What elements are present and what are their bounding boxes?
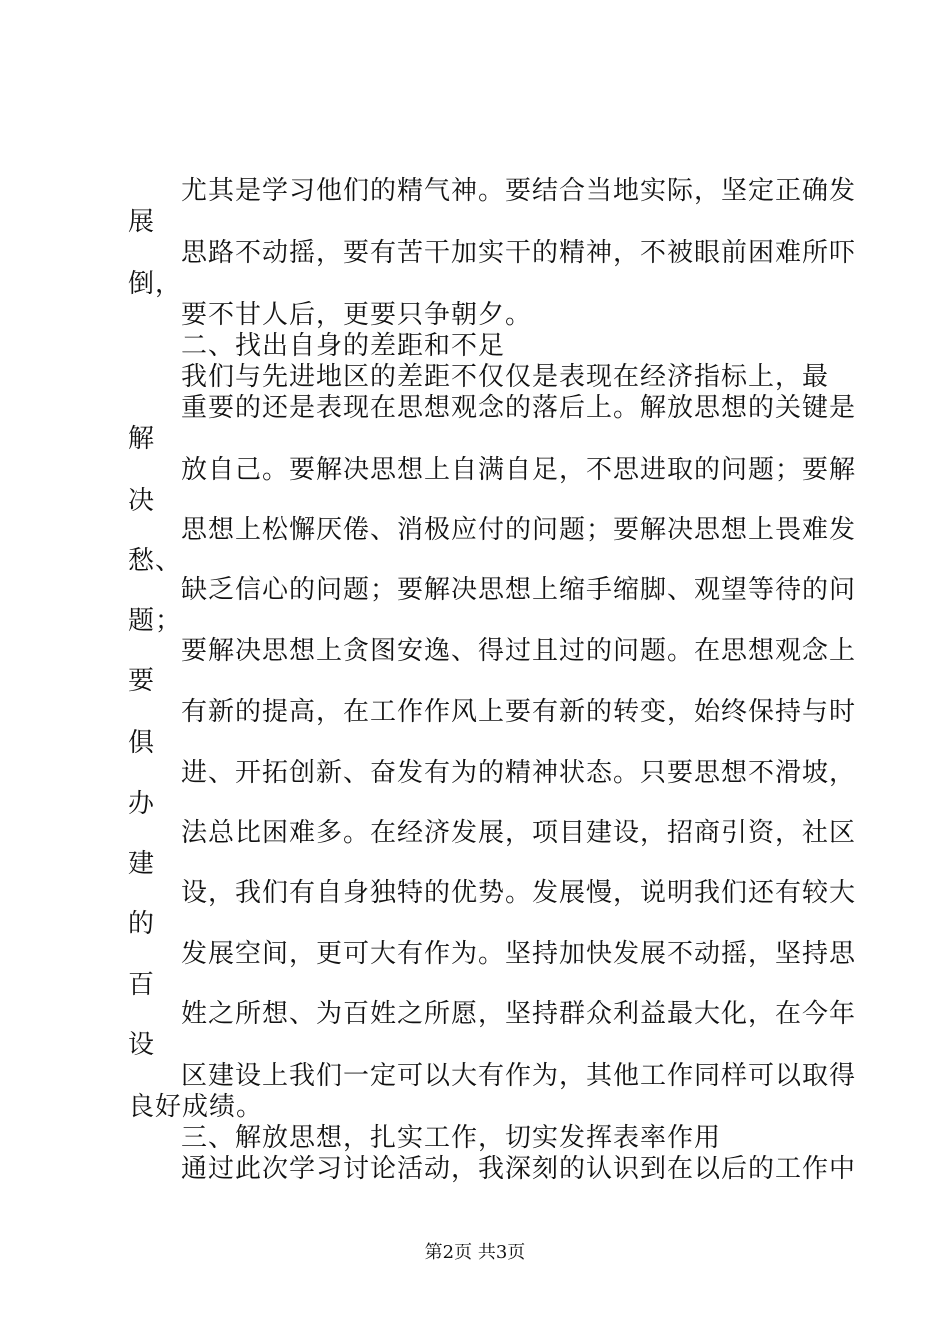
text-line: 办 bbox=[128, 789, 156, 819]
text-line: 通过此次学习讨论活动，我深刻的认识到在以后的工作中 bbox=[181, 1154, 857, 1184]
text-line: 发展空间，更可大有作为。坚持加快发展不动摇，坚持思 bbox=[181, 939, 857, 969]
text-line: 重要的还是表现在思想观念的落后上。解放思想的关键是 bbox=[181, 393, 857, 423]
text-line: 展 bbox=[128, 207, 156, 237]
text-line: 放自己。要解决思想上自满自足，不思进取的问题；要解 bbox=[181, 455, 857, 485]
text-line: 要 bbox=[128, 666, 156, 696]
section-heading: 二、找出自身的差距和不足 bbox=[181, 331, 506, 361]
text-line: 思想上松懈厌倦、消极应付的问题；要解决思想上畏难发 bbox=[181, 515, 857, 545]
text-line: 愁、 bbox=[128, 546, 183, 576]
text-line: 有新的提高，在工作作风上要有新的转变，始终保持与时 bbox=[181, 697, 857, 727]
text-line: 倒， bbox=[128, 269, 183, 299]
text-line: 的 bbox=[128, 909, 156, 939]
text-line: 思路不动摇，要有苦干加实干的精神，不被眼前困难所吓 bbox=[181, 238, 857, 268]
text-line: 决 bbox=[128, 486, 156, 516]
text-line: 题； bbox=[128, 606, 183, 636]
text-line: 缺乏信心的问题；要解决思想上缩手缩脚、观望等待的问 bbox=[181, 575, 857, 605]
text-line: 设，我们有自身独特的优势。发展慢，说明我们还有较大 bbox=[181, 878, 857, 908]
text-line: 百 bbox=[128, 970, 156, 1000]
page-number-footer: 第2页 共3页 bbox=[424, 1242, 526, 1263]
text-line: 设 bbox=[128, 1030, 156, 1060]
text-line: 俱 bbox=[128, 728, 156, 758]
text-line: 进、开拓创新、奋发有为的精神状态。只要思想不滑坡， bbox=[181, 758, 857, 788]
text-line: 尤其是学习他们的精气神。要结合当地实际，坚定正确发 bbox=[181, 176, 857, 206]
text-line: 解 bbox=[128, 424, 156, 454]
text-line: 区建设上我们一定可以大有作为，其他工作同样可以取得 bbox=[181, 1061, 857, 1091]
section-heading: 三、解放思想，扎实工作，切实发挥表率作用 bbox=[181, 1123, 722, 1153]
text-line: 建 bbox=[128, 849, 156, 879]
text-line: 法总比困难多。在经济发展，项目建设，招商引资，社区 bbox=[181, 818, 857, 848]
text-line: 要不甘人后，更要只争朝夕。 bbox=[181, 300, 533, 330]
text-line: 我们与先进地区的差距不仅仅是表现在经济指标上，最 bbox=[181, 362, 830, 392]
text-line: 姓之所想、为百姓之所愿，坚持群众利益最大化，在今年 bbox=[181, 999, 857, 1029]
text-line: 良好成绩。 bbox=[128, 1092, 264, 1122]
text-line: 要解决思想上贪图安逸、得过且过的问题。在思想观念上 bbox=[181, 636, 857, 666]
